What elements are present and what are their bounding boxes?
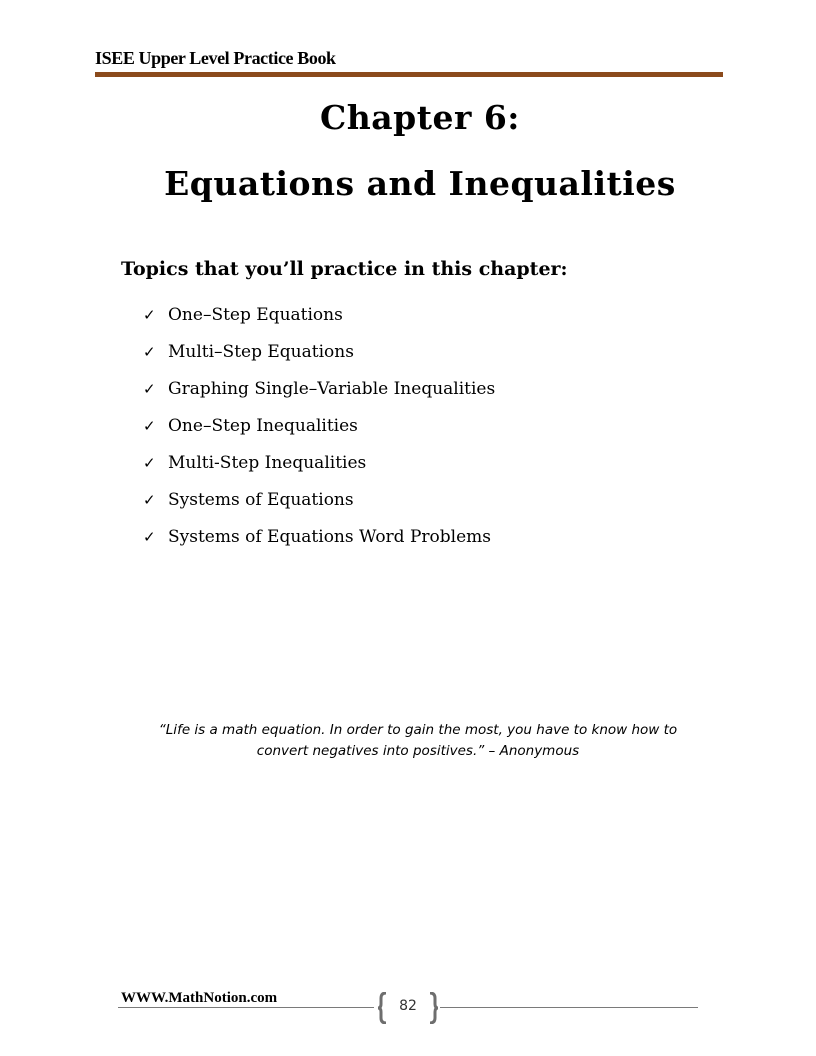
topic-label: One–Step Equations xyxy=(168,305,343,325)
checkmark-icon: ✓ xyxy=(143,417,156,435)
topic-item xyxy=(143,339,495,376)
header-divider xyxy=(95,72,723,77)
checkmark-icon: ✓ xyxy=(143,343,156,361)
checkmark-icon: ✓ xyxy=(143,306,156,324)
checkmark-icon: ✓ xyxy=(143,380,156,398)
topic-item xyxy=(143,524,495,561)
book-title: ISEE Upper Level Practice Book xyxy=(95,48,336,68)
topic-label: Systems of Equations xyxy=(168,490,354,510)
topic-item xyxy=(143,413,495,450)
topic-label: Graphing Single–Variable Inequalities xyxy=(168,379,496,399)
topic-label: Systems of Equations Word Problems xyxy=(168,527,491,547)
chapter-number: Chapter 6: xyxy=(320,98,520,137)
footer-website: WWW.MathNotion.com xyxy=(121,990,278,1006)
topic-label: Multi–Step Equations xyxy=(168,342,354,362)
checkmark-icon: ✓ xyxy=(143,528,156,546)
topics-heading: Topics that you’ll practice in this chapter: xyxy=(121,258,568,280)
topic-item xyxy=(143,487,495,524)
topic-label: One–Step Inequalities xyxy=(168,416,358,436)
page-number: 82 xyxy=(399,998,417,1014)
topic-item xyxy=(143,302,495,339)
checkmark-icon: ✓ xyxy=(143,491,156,509)
footer-divider-left xyxy=(118,1007,374,1008)
checkmark-icon: ✓ xyxy=(143,454,156,472)
topic-item xyxy=(143,376,495,413)
quote-line-1: “Life is a math equation. In order to gain the most, you have to know how to xyxy=(158,722,678,738)
quote-line-2: convert negatives into positives.” – Anonymous xyxy=(256,743,580,759)
footer-divider-right xyxy=(440,1007,698,1008)
chapter-quote xyxy=(100,720,736,762)
chapter-title: Equations and Inequalities xyxy=(164,164,676,203)
topic-item xyxy=(143,450,495,487)
topic-label: Multi-Step Inequalities xyxy=(168,453,367,473)
topics-list xyxy=(143,302,495,561)
